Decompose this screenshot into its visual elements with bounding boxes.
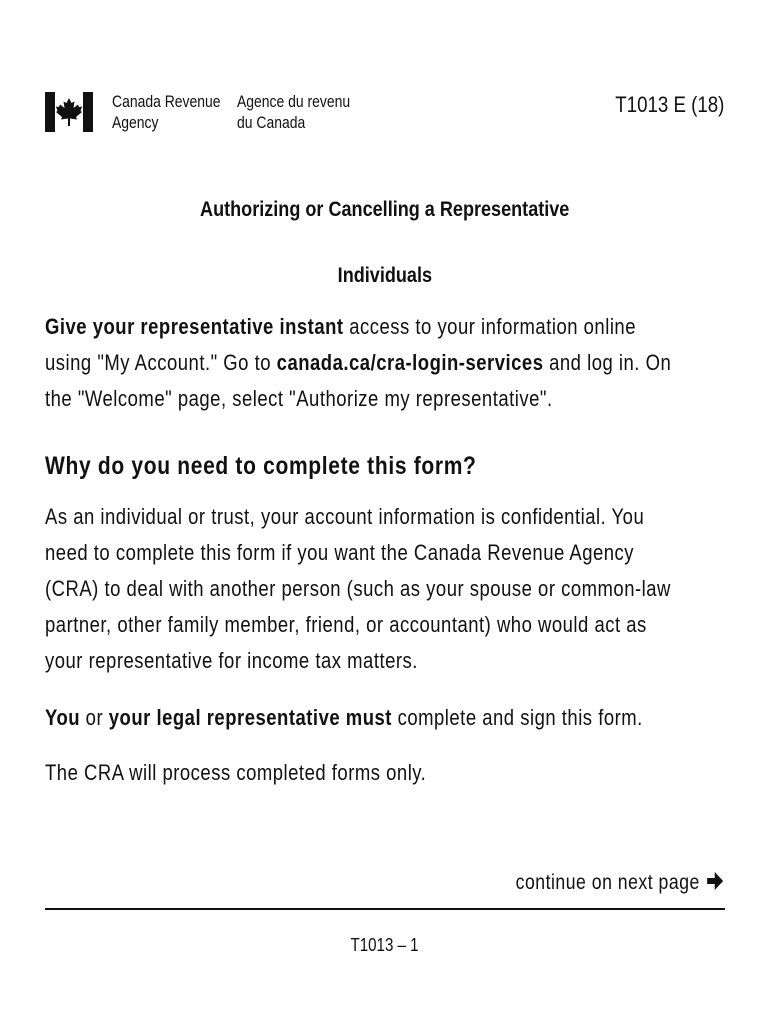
must-sign-bold-2: your legal representative must (108, 705, 392, 730)
agency-name-french (237, 91, 375, 133)
process-note (45, 755, 499, 791)
intro-text-3: and log in. On (543, 350, 672, 375)
process-note-text: The CRA will process completed forms only. (45, 760, 427, 785)
footer-divider (45, 908, 725, 910)
intro-paragraph (45, 309, 770, 417)
page-number-text: T1013 – 1 (350, 935, 420, 955)
must-sign-text-2: complete and sign this form. (391, 705, 643, 730)
form-subtitle (0, 264, 770, 288)
must-sign-paragraph (45, 700, 757, 736)
page-number (0, 935, 770, 956)
intro-text-1: access to your information online (343, 314, 636, 339)
why-line-4: partner, other family member, friend, or accountant) who would act as (45, 612, 647, 637)
why-line-3: (CRA) to deal with another person (such as your spouse or common-law (45, 576, 671, 601)
continue-label: continue on next page (515, 871, 701, 894)
arrow-right-icon (706, 870, 724, 892)
why-line-5: your representative for income tax matters. (45, 648, 418, 673)
agency-fr-line-1: Agence du revenu (237, 92, 351, 111)
agency-name-english (112, 91, 244, 133)
intro-bold-lead: Give your representative instant (45, 314, 344, 339)
form-title (0, 198, 770, 222)
agency-fr-line-2: du Canada (237, 113, 306, 132)
agency-en-line-2: Agency (112, 113, 159, 132)
agency-en-line-1: Canada Revenue (112, 92, 221, 111)
must-sign-bold-1: You (45, 705, 81, 730)
continue-next-page[interactable] (476, 870, 724, 895)
why-line-1: As an individual or trust, your account information is confidential. You (45, 504, 645, 529)
section-heading-text: Why do you need to complete this form? (45, 452, 477, 480)
why-line-2: need to complete this form if you want the Canada Revenue Agency (45, 540, 635, 565)
intro-text-4: the "Welcome" page, select "Authorize my representative". (45, 386, 553, 411)
must-sign-text-1: or (80, 705, 109, 730)
login-services-link[interactable]: canada.ca/cra-login-services (276, 350, 544, 375)
form-code (596, 92, 724, 118)
intro-text-2: using "My Account." Go to (45, 350, 277, 375)
why-paragraph (45, 499, 770, 679)
form-code-text: T1013 E (18) (614, 92, 724, 117)
section-heading (45, 452, 559, 481)
form-title-text: Authorizing or Cancelling a Representative (200, 198, 570, 221)
form-subtitle-text: Individuals (337, 264, 433, 287)
canada-flag-icon (45, 92, 93, 132)
